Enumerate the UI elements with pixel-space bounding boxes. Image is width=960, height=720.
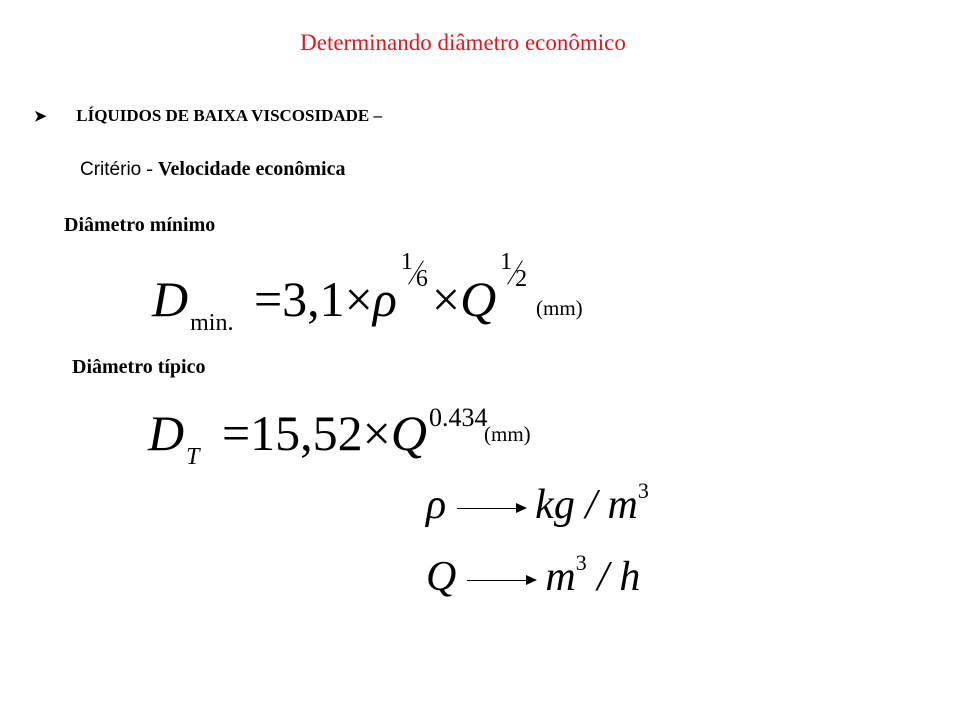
rho-exponent-denominator: 6 bbox=[415, 266, 428, 292]
q-exponent: 0.434 bbox=[428, 403, 488, 432]
q-exponent bbox=[497, 250, 531, 294]
q-exponent-denominator: 2 bbox=[515, 266, 528, 292]
formula-equals: = bbox=[221, 405, 251, 461]
formula-coefficient: 15,52 bbox=[250, 405, 363, 461]
section-heading-text: LÍQUIDOS DE BAIXA VISCOSIDADE – bbox=[76, 106, 383, 125]
min-diameter-label: Diâmetro mínimo bbox=[64, 214, 216, 236]
formula-equals: = bbox=[253, 271, 283, 327]
legend-unit: m bbox=[545, 554, 576, 600]
rho-exponent bbox=[398, 250, 432, 294]
formula-lhs-subscript: min. bbox=[190, 310, 234, 336]
legend-unit-exponent: 3 bbox=[637, 478, 649, 503]
legend-symbol: Q bbox=[426, 554, 457, 600]
legend-symbol: ρ bbox=[426, 482, 447, 528]
formula-times: × bbox=[344, 271, 373, 327]
formula-q-symbol: Q bbox=[390, 405, 427, 461]
formula-lhs-symbol: D bbox=[152, 271, 189, 327]
formula-coefficient: 3,1 bbox=[282, 271, 345, 327]
formula-lhs-symbol: D bbox=[148, 405, 185, 461]
flow-unit-legend bbox=[426, 550, 641, 600]
right-arrow-icon bbox=[467, 580, 535, 581]
criterion-label: Critério bbox=[80, 159, 142, 180]
arrow-bullet-icon: ➤ bbox=[34, 109, 47, 125]
criterion-value: Velocidade econômica bbox=[157, 158, 346, 180]
min-diameter-formula bbox=[152, 249, 531, 336]
typical-diameter-label: Diâmetro típico bbox=[72, 356, 206, 378]
formula-times: × bbox=[431, 271, 461, 327]
right-arrow-icon bbox=[457, 508, 525, 509]
formula-rho-symbol: ρ bbox=[372, 271, 397, 327]
formula-lhs-subscript: T bbox=[186, 444, 200, 470]
q-exponent-numerator: 1 bbox=[500, 249, 513, 275]
page-title: Determinando diâmetro econômico bbox=[300, 30, 626, 55]
legend-unit-exponent: 3 bbox=[575, 550, 587, 575]
density-unit-legend bbox=[426, 478, 649, 528]
section-heading bbox=[34, 106, 382, 126]
criterion-separator: - bbox=[141, 158, 158, 180]
formula-times: × bbox=[362, 405, 391, 461]
rho-exponent-numerator: 1 bbox=[400, 249, 413, 275]
min-diameter-unit: (mm) bbox=[536, 296, 583, 320]
formula-q-symbol: Q bbox=[460, 271, 497, 327]
typical-diameter-unit: (mm) bbox=[484, 422, 531, 446]
legend-unit-tail: / h bbox=[586, 554, 641, 600]
criterion-line bbox=[80, 158, 345, 181]
legend-unit: kg / m bbox=[535, 482, 638, 528]
typical-diameter-formula bbox=[148, 403, 488, 470]
